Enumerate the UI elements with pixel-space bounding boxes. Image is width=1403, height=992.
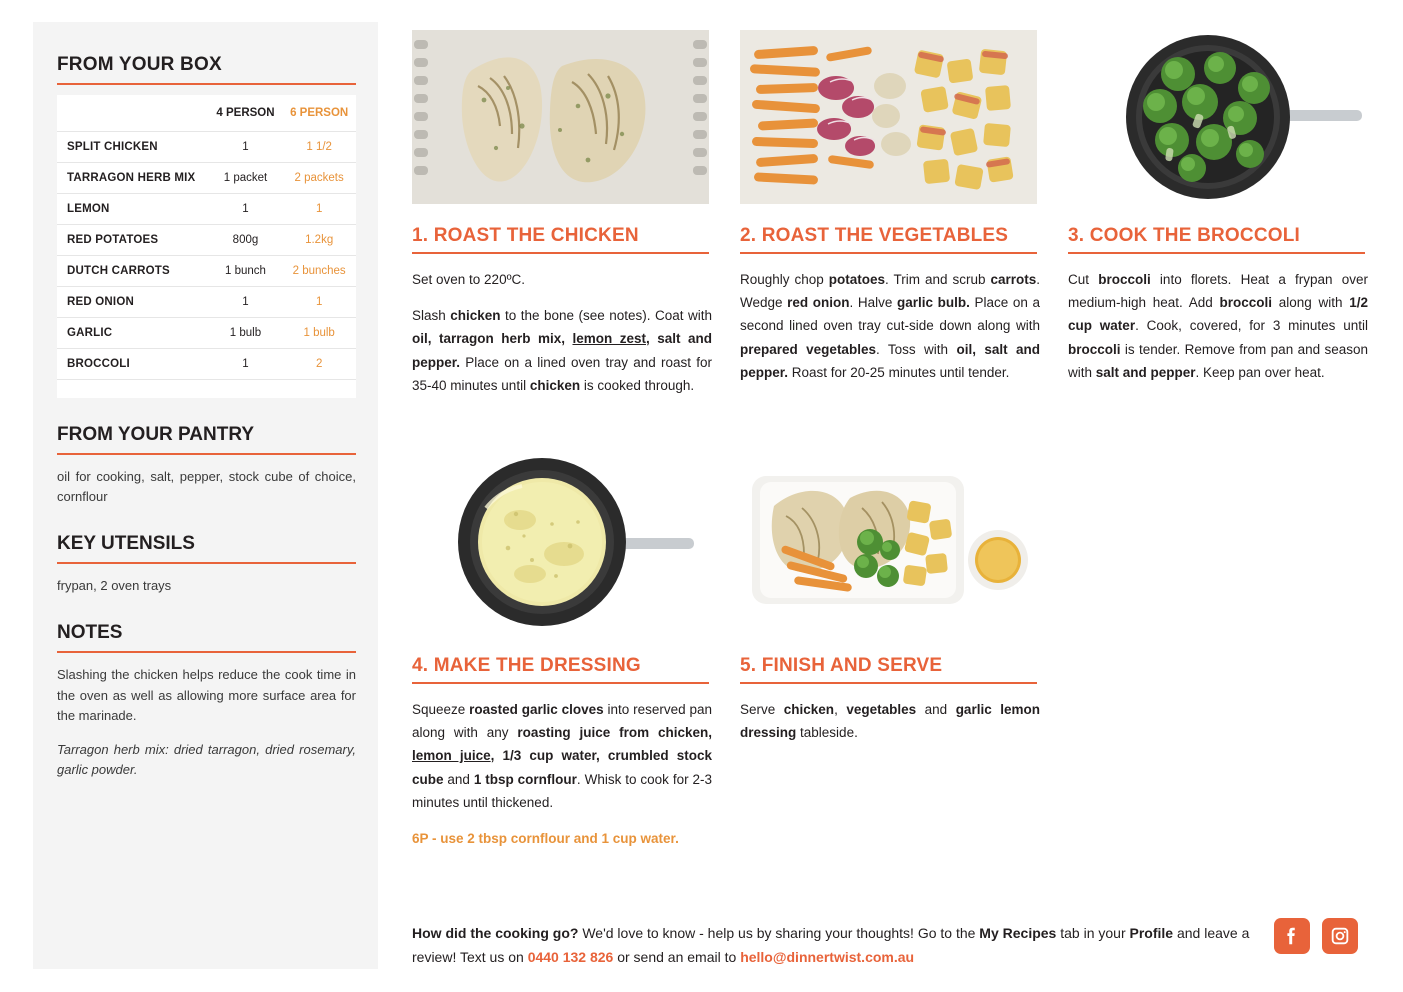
ingredients-table xyxy=(57,95,356,398)
footer-text-1: We'd love to know - help us by sharing your thoughts! Go to the xyxy=(578,925,980,941)
sidebar xyxy=(33,22,378,969)
ingredient-name: SPLIT CHICKEN xyxy=(57,132,209,163)
ingredient-name: LEMON xyxy=(57,194,209,225)
pantry-text: oil for cooking, salt, pepper, stock cube of choice, cornflour xyxy=(57,469,356,505)
notes-text: Slashing the chicken helps reduce the cook time in the oven as well as allowing more surface area for the marinade. xyxy=(57,667,356,723)
qty-4person: 1 xyxy=(209,194,283,225)
step-4-body: Squeeze roasted garlic cloves into reserved pan along with any roasting juice from chicken, lemon juice, 1/3 cup water, crumbled stock cube and 1 tbsp cornflour. Whisk to cook for 2-3 minutes until thickened. 6P - use 2 tbsp cornflour and 1 cup water. xyxy=(412,698,712,850)
column-header-ingredient xyxy=(57,95,209,132)
roast-vegetables-photo xyxy=(740,30,1037,204)
table-row xyxy=(57,194,356,225)
cooked-broccoli-photo xyxy=(1068,30,1365,204)
step-5-divider xyxy=(740,682,1037,684)
footer-text-3: and leave a review! Text us on xyxy=(412,925,1250,965)
footer-text-4: or send an email to xyxy=(613,948,741,965)
table-row xyxy=(57,318,356,349)
table-spacer-row xyxy=(57,380,356,399)
ingredient-name: GARLIC xyxy=(57,318,209,349)
qty-6person: 1 xyxy=(282,287,356,318)
footer-phone[interactable]: 0440 132 826 xyxy=(527,948,614,965)
pantry-section xyxy=(57,424,356,507)
qty-6person: 1 bulb xyxy=(282,318,356,349)
utensils-heading: KEY UTENSILS xyxy=(57,533,195,555)
qty-4person: 1 xyxy=(209,132,283,163)
heading-divider xyxy=(57,83,356,85)
column-header-6person: 6 PERSON xyxy=(282,95,356,132)
pantry-divider xyxy=(57,453,356,455)
notes-heading: NOTES xyxy=(57,622,123,644)
instagram-icon[interactable] xyxy=(1322,918,1358,954)
footer-text-2: tab in your xyxy=(1056,925,1130,941)
step-4-title: 4. MAKE THE DRESSING xyxy=(412,655,641,676)
ingredient-name: DUTCH CARROTS xyxy=(57,256,209,287)
table-row xyxy=(57,256,356,287)
step-3-body: Cut broccoli into florets. Heat a frypan over medium-high heat. Add broccoli along with 1/2 cup water. Cook, covered, for 3 minutes until broccoli is tender. Remove from pan and season with salt and pepper. Keep pan over heat. xyxy=(1068,272,1369,380)
footer-email[interactable]: hello@dinnertwist.com.au xyxy=(740,948,915,965)
qty-4person: 1 bulb xyxy=(209,318,283,349)
from-your-box-heading: FROM YOUR BOX xyxy=(57,54,222,75)
step-2-divider xyxy=(740,252,1037,254)
step-4-6person-note: 6P - use 2 tbsp cornflour and 1 cup water. xyxy=(412,831,679,847)
footer-feedback xyxy=(412,922,1257,970)
table-row xyxy=(57,132,356,163)
table-row xyxy=(57,225,356,256)
qty-4person: 800g xyxy=(209,225,283,256)
table-row xyxy=(57,349,356,380)
qty-6person: 2 xyxy=(282,349,356,380)
step-3-divider xyxy=(1068,252,1365,254)
qty-4person: 1 packet xyxy=(209,163,283,194)
footer-lead: How did the cooking go? xyxy=(412,925,579,941)
qty-4person: 1 bunch xyxy=(209,256,283,287)
step-3-title: 3. COOK THE BROCCOLI xyxy=(1068,225,1301,246)
ingredient-name: RED ONION xyxy=(57,287,209,318)
qty-6person: 1 xyxy=(282,194,356,225)
utensils-section xyxy=(57,533,356,596)
step-2-title: 2. ROAST THE VEGETABLES xyxy=(740,225,1009,246)
ingredient-name: RED POTATOES xyxy=(57,225,209,256)
table-header-row xyxy=(57,95,356,132)
qty-6person: 1.2kg xyxy=(282,225,356,256)
ingredient-name: TARRAGON HERB MIX xyxy=(57,163,209,194)
step-4-divider xyxy=(412,682,709,684)
qty-6person: 2 packets xyxy=(282,163,356,194)
step-1-divider xyxy=(412,252,709,254)
notes-italic-text: Tarragon herb mix: dried tarragon, dried rosemary, garlic powder. xyxy=(57,741,356,777)
step-5-body: Serve chicken, vegetables and garlic lemon dressing tableside. xyxy=(740,702,1040,741)
utensils-text: frypan, 2 oven trays xyxy=(57,578,172,594)
step-2-body: Roughly chop potatoes. Trim and scrub carrots. Wedge red onion. Halve garlic bulb. Place on a second lined oven tray cut-side down along with prepared vegetables. Toss with oil, salt and pepper. Roast for 20-25 minutes until tender. xyxy=(740,272,1041,380)
utensils-divider xyxy=(57,562,356,564)
dressing-pan-photo xyxy=(412,450,709,630)
facebook-icon[interactable] xyxy=(1274,918,1310,954)
qty-6person: 1 1/2 xyxy=(282,132,356,163)
social-links xyxy=(1274,918,1358,954)
step-1-title: 1. ROAST THE CHICKEN xyxy=(412,225,639,246)
column-header-4person: 4 PERSON xyxy=(209,95,283,132)
notes-divider xyxy=(57,651,356,653)
step-5-title: 5. FINISH AND SERVE xyxy=(740,655,943,676)
roast-chicken-photo xyxy=(412,30,709,204)
footer-my-recipes: My Recipes xyxy=(979,925,1057,941)
step-1-body: Set oven to 220ºC. Slash chicken to the bone (see notes). Coat with oil, tarragon herb mix, lemon zest, salt and pepper. Place on a lined oven tray and roast for 35-40 minutes until chicken is cooked through. xyxy=(412,272,712,393)
notes-section xyxy=(57,622,356,780)
ingredient-name: BROCCOLI xyxy=(57,349,209,380)
footer-profile: Profile xyxy=(1129,925,1174,941)
qty-6person: 2 bunches xyxy=(282,256,356,287)
finished-dish-photo xyxy=(740,450,1037,630)
table-row xyxy=(57,287,356,318)
qty-4person: 1 xyxy=(209,349,283,380)
pantry-heading: FROM YOUR PANTRY xyxy=(57,424,255,445)
qty-4person: 1 xyxy=(209,287,283,318)
table-row xyxy=(57,163,356,194)
